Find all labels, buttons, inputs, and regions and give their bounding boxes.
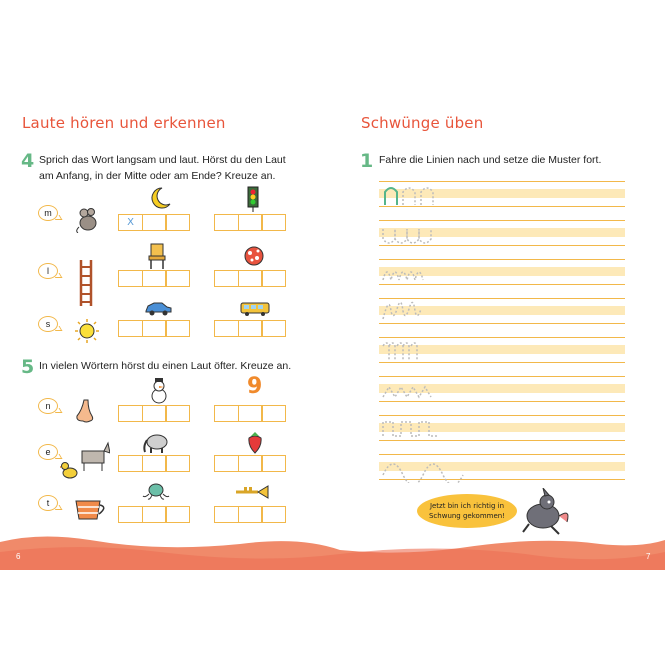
answer-box-end[interactable] <box>261 214 286 231</box>
answer-box[interactable] <box>261 506 286 523</box>
answer-box[interactable] <box>238 405 263 422</box>
letter-bubble-m: m <box>38 205 58 221</box>
answer-box-end[interactable] <box>165 270 190 287</box>
car-icon <box>144 300 172 316</box>
strawberry-icon <box>246 430 264 454</box>
exercise-5-instruction: In vielen Wörtern hörst du einen Laut öfter. Kreuze an. <box>39 360 292 372</box>
answer-box[interactable] <box>118 506 143 523</box>
nine-digit: 9 <box>247 374 263 399</box>
answer-box[interactable] <box>261 455 286 472</box>
instruction-line: Sprich das Wort langsam und laut. Hörst du den Laut <box>39 154 286 166</box>
exercise-1-number: 1 <box>360 150 374 172</box>
ball-icon <box>243 245 265 267</box>
cup-icon <box>74 499 110 523</box>
left-page-title: Laute hören und erkennen <box>22 114 226 132</box>
wave-pattern-icon <box>379 256 439 288</box>
cup-pattern-icon <box>379 217 439 249</box>
answer-box-start[interactable] <box>118 320 143 337</box>
answer-box[interactable] <box>214 506 239 523</box>
answer-box[interactable] <box>261 405 286 422</box>
instruction-line: am Anfang, in der Mitte oder am Ende? Kreuze an. <box>39 170 276 182</box>
letter-count-boxes <box>118 455 189 472</box>
sound-position-boxes <box>214 270 285 287</box>
sound-position-boxes <box>214 320 285 337</box>
letter-bubble-t: t <box>38 495 58 511</box>
snowman-icon <box>148 378 170 404</box>
answer-box-end[interactable] <box>261 270 286 287</box>
traffic-light-icon <box>243 186 263 212</box>
left-page-number: 6 <box>16 552 21 561</box>
letter-count-boxes <box>214 405 285 422</box>
answer-box-end[interactable] <box>165 214 190 231</box>
answer-box-middle[interactable] <box>142 270 167 287</box>
mouse-icon <box>74 205 102 233</box>
answer-box[interactable] <box>118 455 143 472</box>
sound-position-boxes <box>118 214 189 231</box>
answer-box-middle[interactable] <box>142 320 167 337</box>
zigzag-pattern-icon <box>379 373 439 405</box>
loop-pattern-icon <box>379 295 439 327</box>
writing-line[interactable] <box>379 337 625 363</box>
answer-box-end[interactable] <box>261 320 286 337</box>
nose-icon <box>74 398 96 424</box>
answer-box[interactable] <box>214 405 239 422</box>
answer-box-middle[interactable] <box>238 214 263 231</box>
elephant-icon <box>142 432 168 454</box>
answer-box-middle[interactable] <box>238 270 263 287</box>
speech-bubble-line: Schwung gekommen! <box>428 512 506 520</box>
letter-bubble-s: s <box>38 316 58 332</box>
trumpet-icon <box>234 484 270 500</box>
answer-box-start[interactable] <box>214 214 239 231</box>
answer-box[interactable] <box>142 405 167 422</box>
writing-line[interactable] <box>379 454 625 480</box>
letter-count-boxes <box>118 506 189 523</box>
exercise-1-instruction: Fahre die Linien nach und setze die Muster fort. <box>379 154 602 166</box>
sound-position-boxes <box>118 320 189 337</box>
answer-box-start[interactable] <box>214 270 239 287</box>
exercise-4-instruction <box>39 152 286 184</box>
writing-line[interactable] <box>379 298 625 324</box>
writing-line[interactable] <box>379 259 625 285</box>
answer-box[interactable] <box>214 455 239 472</box>
answer-box[interactable] <box>238 455 263 472</box>
donkey-and-duck-icon <box>60 441 110 481</box>
letter-bubble-e: e <box>38 444 58 460</box>
answer-box[interactable] <box>165 455 190 472</box>
answer-box[interactable] <box>118 405 143 422</box>
writing-line[interactable] <box>379 220 625 246</box>
speech-bubble <box>417 494 517 528</box>
answer-box[interactable] <box>142 455 167 472</box>
letter-count-boxes <box>214 506 285 523</box>
letter-count-boxes <box>118 405 189 422</box>
ladder-icon <box>78 260 94 306</box>
hook-pattern-icon <box>379 334 439 366</box>
answer-box-start[interactable] <box>118 270 143 287</box>
exercise-5-number: 5 <box>21 356 35 378</box>
sun-icon <box>74 318 100 344</box>
answer-box-middle[interactable] <box>142 214 167 231</box>
answer-box[interactable] <box>142 506 167 523</box>
answer-box-start[interactable] <box>214 320 239 337</box>
letter-bubble-n: n <box>38 398 58 414</box>
answer-box-start[interactable]: X <box>118 214 143 231</box>
speech-bubble-line: Jetzt bin ich richtig in <box>429 502 505 510</box>
sound-position-boxes <box>214 214 285 231</box>
footer-wave <box>0 530 665 570</box>
square-pattern-icon <box>379 412 449 444</box>
letter-bubble-l: l <box>38 263 58 279</box>
writing-line[interactable] <box>379 376 625 402</box>
moon-icon <box>146 186 172 210</box>
exercise-4-number: 4 <box>21 150 35 172</box>
writing-line[interactable] <box>379 181 625 207</box>
answer-box-end[interactable] <box>165 320 190 337</box>
sine-pattern-icon <box>379 451 469 483</box>
letter-count-boxes <box>214 455 285 472</box>
right-page-title: Schwünge üben <box>361 114 484 132</box>
chair-icon <box>146 243 168 269</box>
answer-box-middle[interactable] <box>238 320 263 337</box>
arch-pattern-icon <box>379 178 439 210</box>
sound-position-boxes <box>118 270 189 287</box>
right-page-number: 7 <box>646 552 651 561</box>
writing-line[interactable] <box>379 415 625 441</box>
answer-box[interactable] <box>238 506 263 523</box>
answer-box[interactable] <box>165 506 190 523</box>
octopus-icon <box>142 482 170 500</box>
answer-box[interactable] <box>165 405 190 422</box>
bus-icon <box>240 302 270 316</box>
